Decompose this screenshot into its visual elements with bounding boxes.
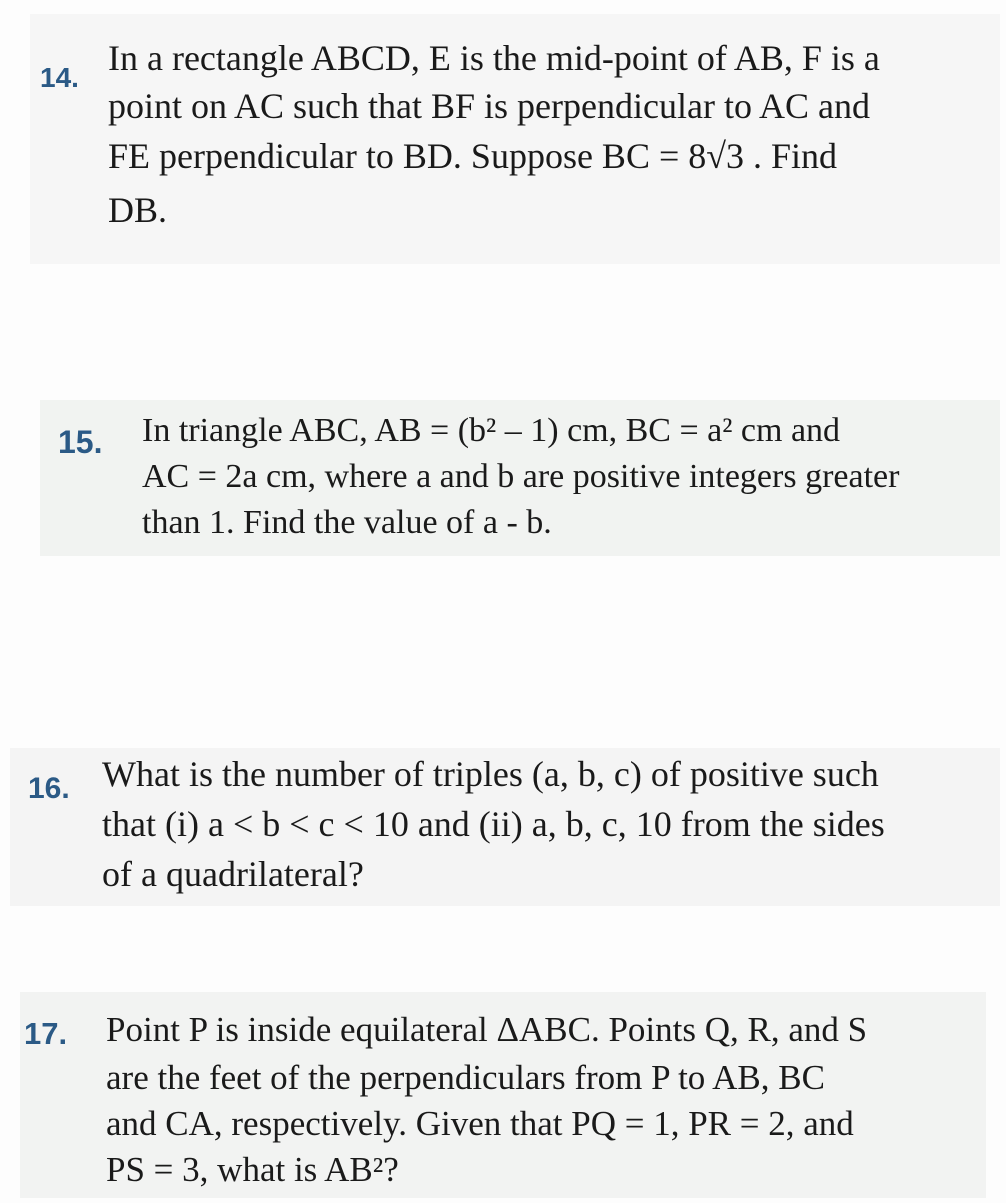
problem-16 [10, 748, 1000, 906]
problem-text-line: PS = 3, what is AB²? [106, 1150, 399, 1189]
problem-14 [30, 14, 1000, 264]
problem-text-line: are the feet of the perpendiculars from P to AB, BC [106, 1058, 825, 1097]
problem-number: 15. [58, 424, 103, 460]
problem-number: 17. [24, 1016, 68, 1051]
problem-text-line: than 1. Find the value of a - b. [142, 504, 552, 541]
problem-text-line: FE perpendicular to BD. Suppose BC = 8√3 . Find [108, 136, 838, 176]
problem-text-line: In triangle ABC, AB = (b² – 1) cm, BC = a² cm and [142, 412, 841, 449]
problem-text-line: What is the number of triples (a, b, c) of positive such [102, 754, 879, 794]
problem-text-line: and CA, respectively. Given that PQ = 1, PR = 2, and [106, 1104, 854, 1143]
problem-17 [20, 992, 986, 1198]
problem-text-line: that (i) a < b < c < 10 and (ii) a, b, c, 10 from the sides [102, 804, 885, 844]
problem-text-line: point on AC such that BF is perpendicular to AC and [108, 86, 870, 126]
problem-text-line: DB. [108, 190, 168, 230]
problem-text-line: Point P is inside equilateral ΔABC. Points Q, R, and S [106, 1010, 868, 1049]
problem-text-line: AC = 2a cm, where a and b are positive integers greater [142, 458, 900, 495]
problem-15 [40, 400, 1000, 556]
problem-number: 14. [40, 62, 79, 93]
problem-text-line: of a quadrilateral? [102, 854, 364, 894]
problem-number: 16. [28, 772, 70, 805]
problem-text-line: In a rectangle ABCD, E is the mid-point of AB, F is a [108, 38, 880, 78]
